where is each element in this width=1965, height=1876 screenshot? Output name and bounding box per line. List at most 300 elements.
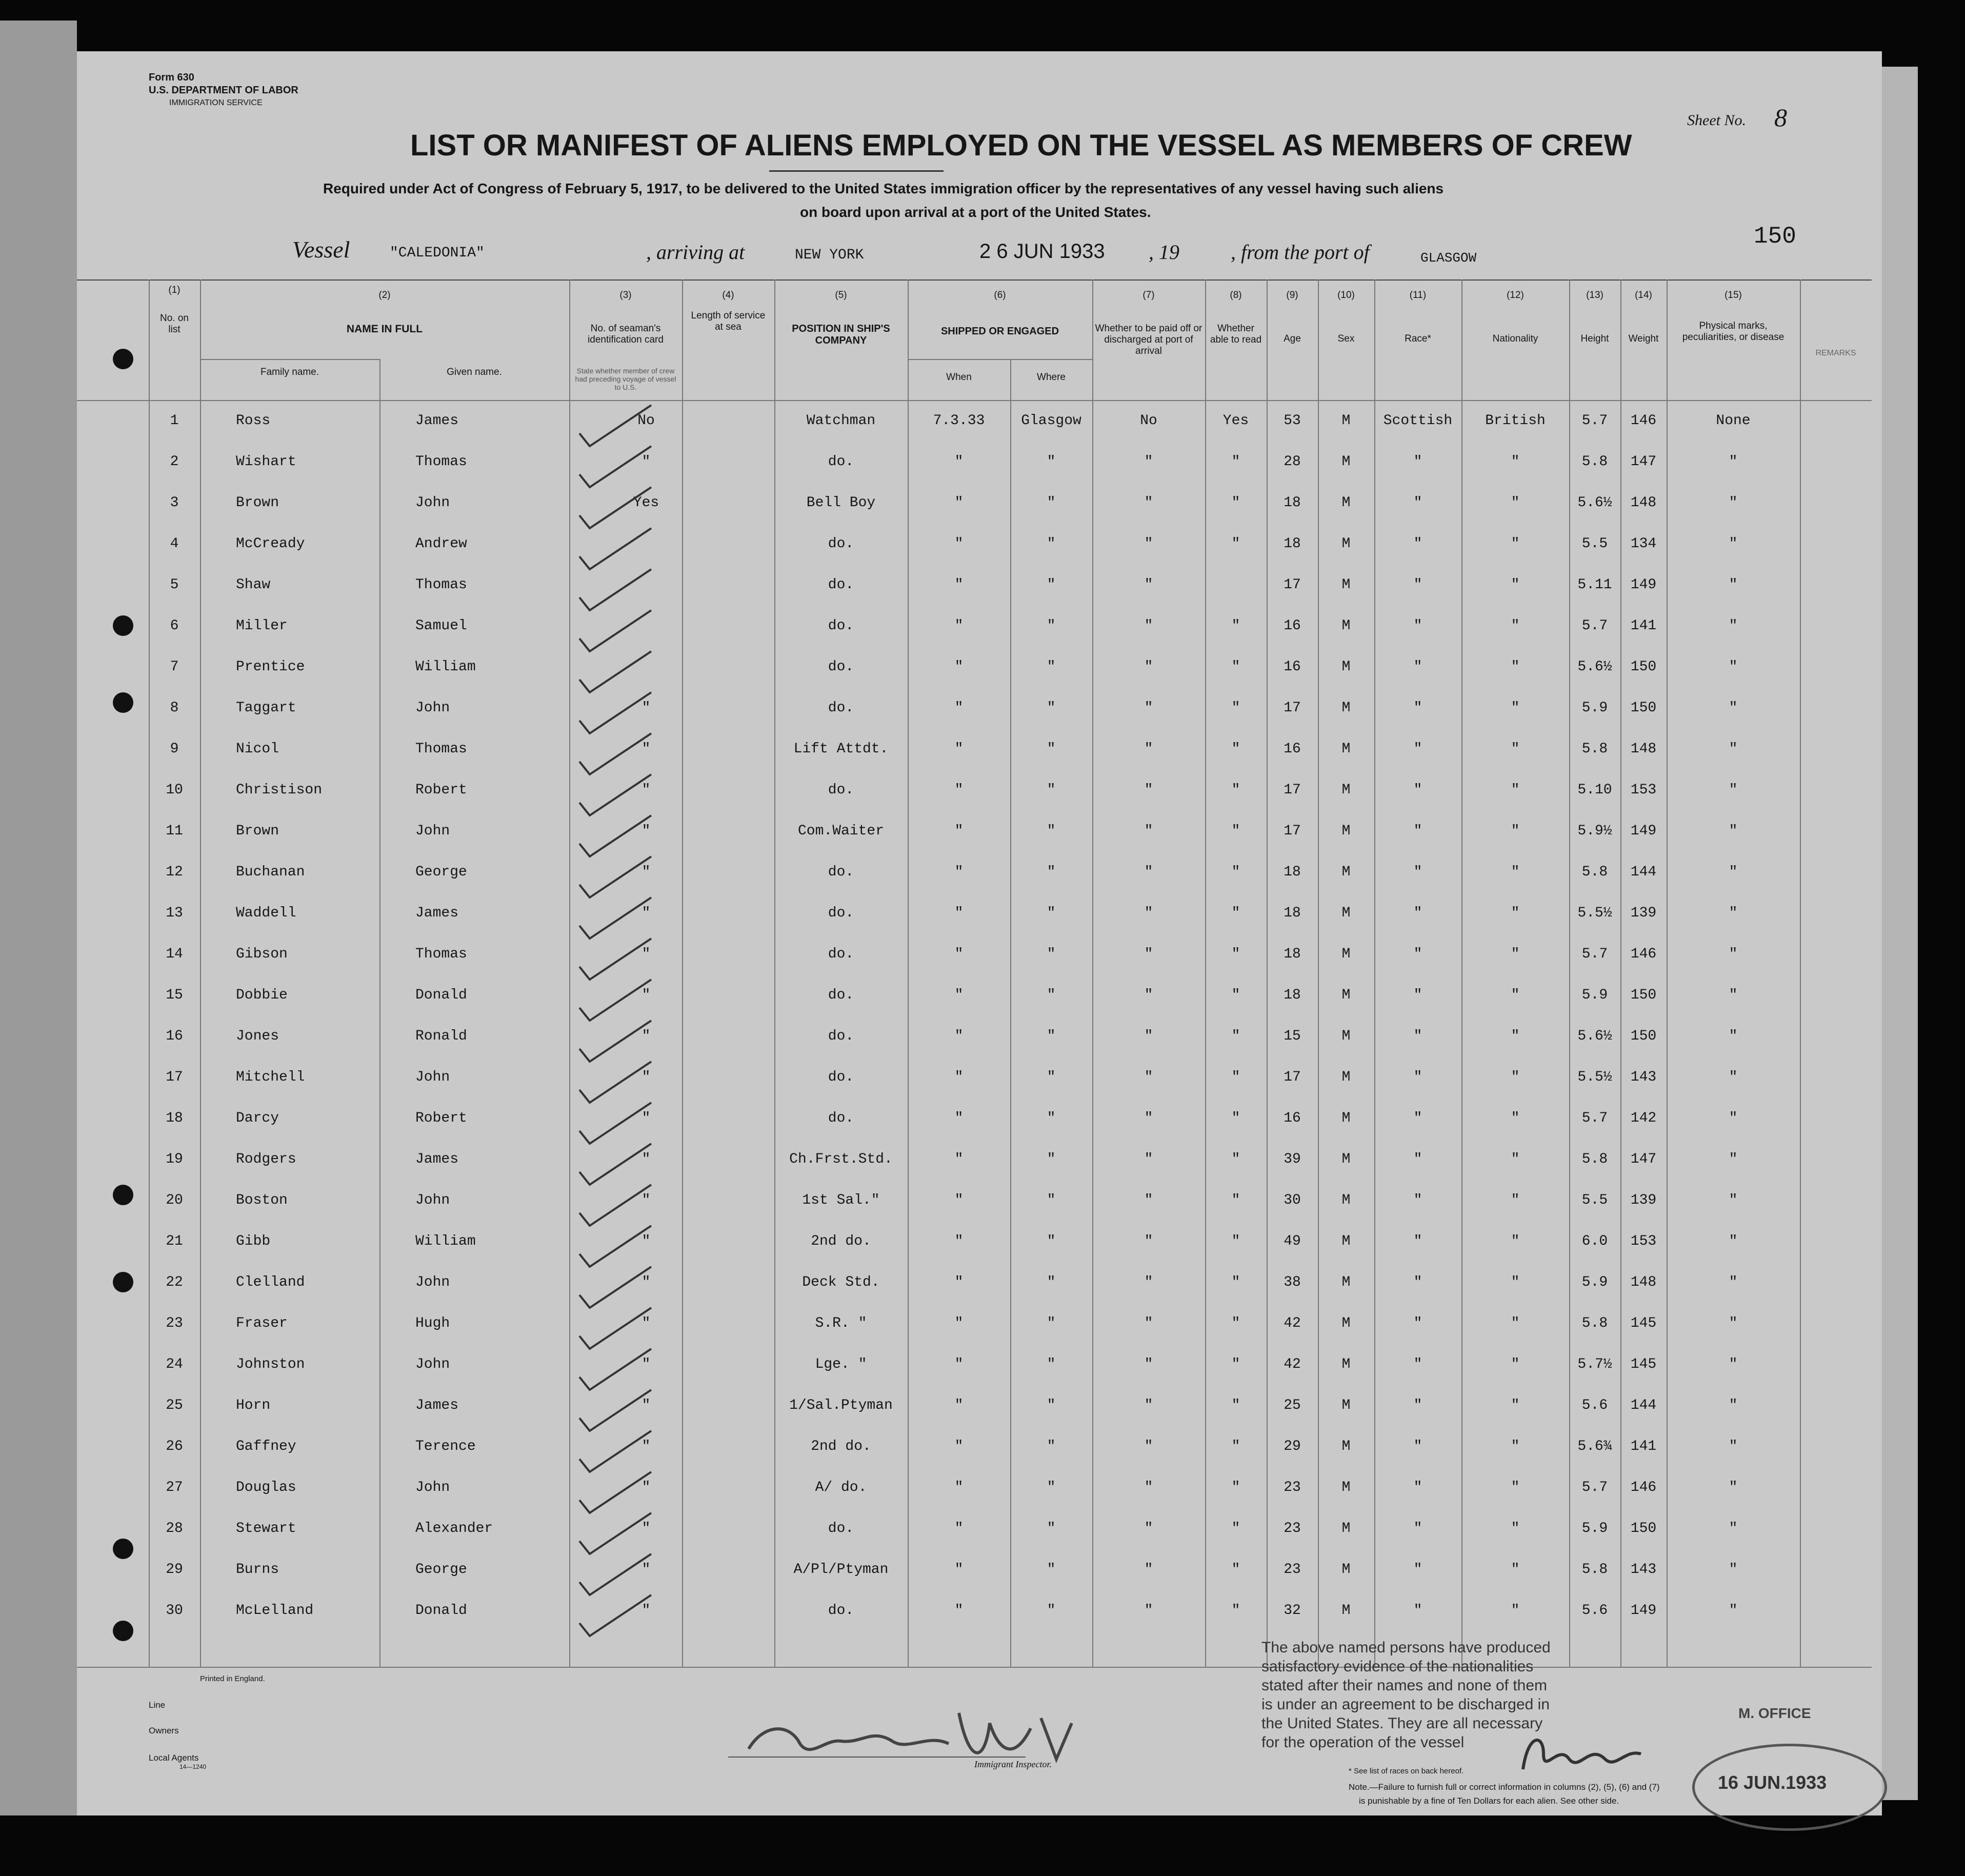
shipped-where-cell: "	[1047, 454, 1056, 470]
check-mark-icon	[574, 895, 672, 941]
shipped-when-cell: "	[954, 700, 964, 716]
sex-cell: M	[1341, 1480, 1351, 1495]
row-number-cell: 19	[166, 1151, 183, 1167]
shipped-where-cell: "	[1047, 1398, 1056, 1413]
able-to-read-cell: "	[1231, 946, 1240, 962]
given-name-cell: James	[415, 1398, 459, 1413]
check-mark-icon	[574, 649, 672, 695]
shipped-when-cell: "	[954, 577, 964, 593]
header-name-in-full: NAME IN FULL	[346, 323, 423, 335]
race-cell: "	[1413, 782, 1422, 798]
able-to-read-cell: "	[1231, 864, 1240, 880]
manifest-sheet	[77, 51, 1882, 1815]
position-cell: do.	[828, 454, 854, 470]
seaman-card-cell: "	[641, 1233, 651, 1249]
weight-cell: 143	[1630, 1562, 1657, 1578]
able-to-read-cell: "	[1231, 454, 1240, 470]
height-cell: 5.7	[1581, 946, 1608, 962]
shipped-when-cell: "	[954, 1398, 964, 1413]
shipped-when-cell: "	[954, 905, 964, 921]
physical-marks-cell: "	[1729, 618, 1738, 634]
height-cell: 5.8	[1581, 1315, 1608, 1331]
given-name-cell: Ronald	[415, 1028, 467, 1044]
weight-cell: 148	[1630, 741, 1657, 757]
physical-marks-cell: "	[1729, 1521, 1738, 1536]
seaman-card-cell: "	[641, 1315, 651, 1331]
age-cell: 17	[1284, 700, 1301, 716]
shipped-when-cell: "	[954, 1603, 964, 1619]
agents-label: Local Agents	[149, 1753, 199, 1763]
check-mark-icon	[574, 1059, 672, 1105]
shipped-where-cell: "	[1047, 864, 1056, 880]
seaman-card-cell: "	[641, 741, 651, 757]
shipped-when-cell: "	[954, 1069, 964, 1085]
col-number-1: (1)	[168, 285, 181, 295]
age-cell: 32	[1284, 1603, 1301, 1619]
family-name-cell: Taggart	[236, 700, 296, 716]
shipped-when-cell: "	[954, 864, 964, 880]
able-to-read-cell: "	[1231, 659, 1240, 675]
able-to-read-cell: "	[1231, 1028, 1240, 1044]
stamp-line-5: the United States. They are all necessary	[1261, 1715, 1543, 1732]
nationality-cell: "	[1511, 1315, 1520, 1331]
race-cell: "	[1413, 1562, 1422, 1578]
arrival-port: NEW YORK	[795, 247, 864, 263]
sex-cell: M	[1341, 1274, 1351, 1290]
header-race: Race*	[1405, 333, 1431, 344]
age-cell: 23	[1284, 1562, 1301, 1578]
age-cell: 42	[1284, 1356, 1301, 1372]
race-cell: "	[1413, 1603, 1422, 1619]
row-number-cell: 28	[166, 1521, 183, 1536]
physical-marks-cell: "	[1729, 1315, 1738, 1331]
row-number-cell: 8	[170, 700, 179, 716]
nationality-cell: "	[1511, 864, 1520, 880]
check-mark-icon	[574, 772, 672, 818]
weight-cell: 150	[1630, 700, 1657, 716]
shipped-when-cell: "	[954, 1233, 964, 1249]
row-number-cell: 30	[166, 1603, 183, 1619]
weight-cell: 145	[1630, 1356, 1657, 1372]
weight-cell: 150	[1630, 1028, 1657, 1044]
shipped-where-cell: "	[1047, 1315, 1056, 1331]
nationality-cell: "	[1511, 987, 1520, 1003]
nationality-cell: "	[1511, 700, 1520, 716]
department: U.S. DEPARTMENT OF LABOR	[149, 85, 298, 96]
check-mark-icon	[574, 1346, 672, 1392]
row-number-cell: 10	[166, 782, 183, 798]
nationality-cell: "	[1511, 1480, 1520, 1495]
position-cell: 1st Sal."	[802, 1192, 880, 1208]
table-row	[77, 1398, 1872, 1436]
age-cell: 18	[1284, 864, 1301, 880]
family-name-cell: Rodgers	[236, 1151, 296, 1167]
physical-marks-cell: "	[1729, 782, 1738, 798]
stamp-line-4: is under an agreement to be discharged in	[1261, 1696, 1550, 1713]
table-row	[77, 413, 1872, 452]
row-number-cell: 26	[166, 1439, 183, 1454]
stamp-line-1: The above named persons have produced	[1261, 1639, 1551, 1656]
paid-off-cell: "	[1144, 577, 1153, 593]
year-label: , 19	[1149, 241, 1179, 264]
position-cell: do.	[828, 618, 854, 634]
check-mark-icon	[574, 403, 672, 449]
weight-cell: 141	[1630, 1439, 1657, 1454]
header-sex: Sex	[1337, 333, 1355, 344]
seaman-card-cell: "	[641, 1110, 651, 1126]
able-to-read-cell: Yes	[1222, 413, 1249, 429]
sex-cell: M	[1341, 618, 1351, 634]
able-to-read-cell: "	[1231, 1315, 1240, 1331]
race-cell: "	[1413, 823, 1422, 839]
row-number-cell: 23	[166, 1315, 183, 1331]
age-cell: 18	[1284, 905, 1301, 921]
seaman-card-cell: "	[641, 1192, 651, 1208]
family-name-cell: Gibb	[236, 1233, 271, 1249]
shipped-when-cell: "	[954, 782, 964, 798]
col-number-2: (2)	[378, 290, 391, 301]
header-where: Where	[1037, 372, 1066, 383]
check-mark-icon	[574, 1428, 672, 1474]
age-cell: 18	[1284, 946, 1301, 962]
sheet-label: Sheet No.	[1687, 112, 1746, 129]
age-cell: 23	[1284, 1521, 1301, 1536]
race-cell: "	[1413, 1069, 1422, 1085]
paid-off-cell: "	[1144, 905, 1153, 921]
shipped-when-cell: "	[954, 1356, 964, 1372]
col-number-9: (9)	[1286, 290, 1298, 301]
shipped-where-cell: "	[1047, 946, 1056, 962]
shipped-when-cell: "	[954, 1274, 964, 1290]
col-number-4: (4)	[722, 290, 734, 301]
shipped-where-cell: "	[1047, 1480, 1056, 1495]
header-position: POSITION IN SHIP'S COMPANY	[792, 323, 890, 346]
height-cell: 5.5	[1581, 1192, 1608, 1208]
header-family-name: Family name.	[260, 367, 319, 377]
position-cell: do.	[828, 1069, 854, 1085]
position-cell: do.	[828, 782, 854, 798]
paid-off-cell: "	[1144, 782, 1153, 798]
crew-table	[77, 413, 1872, 1664]
position-cell: do.	[828, 946, 854, 962]
age-cell: 17	[1284, 823, 1301, 839]
shipped-when-cell: "	[954, 1151, 964, 1167]
check-mark-icon	[574, 526, 672, 572]
height-cell: 5.7	[1581, 618, 1608, 634]
sex-cell: M	[1341, 741, 1351, 757]
height-cell: 5.7½	[1577, 1356, 1612, 1372]
table-row	[77, 1480, 1872, 1519]
weight-cell: 143	[1630, 1069, 1657, 1085]
weight-cell: 153	[1630, 782, 1657, 798]
position-cell: A/ do.	[815, 1480, 867, 1495]
height-cell: 5.9	[1581, 1521, 1608, 1536]
nationality-cell: "	[1511, 1233, 1520, 1249]
table-row	[77, 700, 1872, 739]
physical-marks-cell: "	[1729, 700, 1738, 716]
height-cell: 6.0	[1581, 1233, 1608, 1249]
position-cell: 2nd do.	[811, 1233, 871, 1249]
position-cell: do.	[828, 536, 854, 552]
family-name-cell: Mitchell	[236, 1069, 305, 1085]
shipped-when-cell: "	[954, 618, 964, 634]
row-number-cell: 21	[166, 1233, 183, 1249]
given-name-cell: John	[415, 1480, 450, 1495]
weight-cell: 144	[1630, 864, 1657, 880]
family-name-cell: Jones	[236, 1028, 279, 1044]
sex-cell: M	[1341, 1439, 1351, 1454]
physical-marks-cell: "	[1729, 1069, 1738, 1085]
given-name-cell: James	[415, 413, 459, 429]
header-able-read: Whether able to read	[1210, 323, 1262, 345]
shipped-when-cell: "	[954, 1480, 964, 1495]
nationality-cell: "	[1511, 454, 1520, 470]
sex-cell: M	[1341, 946, 1351, 962]
nationality-cell: "	[1511, 1439, 1520, 1454]
check-mark-icon	[574, 1551, 672, 1598]
shipped-when-cell: "	[954, 454, 964, 470]
height-cell: 5.6½	[1577, 1028, 1612, 1044]
form-code: 14—1240	[179, 1763, 207, 1770]
age-cell: 29	[1284, 1439, 1301, 1454]
seaman-card-cell: "	[641, 1562, 651, 1578]
height-cell: 5.5½	[1577, 905, 1612, 921]
table-row	[77, 1069, 1872, 1108]
right-edge-strip	[1882, 67, 1918, 1800]
col-number-14: (14)	[1635, 290, 1652, 301]
sex-cell: M	[1341, 1069, 1351, 1085]
weight-cell: 150	[1630, 987, 1657, 1003]
given-name-cell: Alexander	[415, 1521, 493, 1536]
table-row	[77, 1110, 1872, 1149]
row-number-cell: 2	[170, 454, 179, 470]
position-cell: do.	[828, 659, 854, 675]
paid-off-cell: "	[1144, 454, 1153, 470]
shipped-where-cell: "	[1047, 1439, 1056, 1454]
paid-off-cell: "	[1144, 823, 1153, 839]
family-name-cell: Douglas	[236, 1480, 296, 1495]
table-row	[77, 987, 1872, 1026]
family-name-cell: Buchanan	[236, 864, 305, 880]
shipped-where-cell: "	[1047, 1562, 1056, 1578]
able-to-read-cell: "	[1231, 1603, 1240, 1619]
given-name-cell: John	[415, 1356, 450, 1372]
height-cell: 5.8	[1581, 741, 1608, 757]
shipped-when-cell: "	[954, 1028, 964, 1044]
shipped-when-cell: "	[954, 1439, 964, 1454]
age-cell: 17	[1284, 577, 1301, 593]
height-cell: 5.7	[1581, 1110, 1608, 1126]
given-name-cell: George	[415, 1562, 467, 1578]
shipped-where-cell: "	[1047, 1192, 1056, 1208]
left-edge-strip	[0, 21, 77, 1815]
table-row	[77, 1356, 1872, 1395]
header-shipped: SHIPPED OR ENGAGED	[940, 326, 1059, 337]
sex-cell: M	[1341, 1603, 1351, 1619]
physical-marks-cell: "	[1729, 1151, 1738, 1167]
subtitle-line-2: on board upon arrival at a port of the United States.	[800, 204, 1151, 220]
sex-cell: M	[1341, 905, 1351, 921]
table-row	[77, 905, 1872, 944]
check-mark-icon	[574, 1141, 672, 1187]
paid-off-cell: "	[1144, 1069, 1153, 1085]
family-name-cell: Waddell	[236, 905, 296, 921]
table-row	[77, 1192, 1872, 1231]
shipped-where-cell: "	[1047, 1603, 1056, 1619]
nationality-cell: "	[1511, 1192, 1520, 1208]
row-number-cell: 29	[166, 1562, 183, 1578]
physical-marks-cell: "	[1729, 454, 1738, 470]
sex-cell: M	[1341, 577, 1351, 593]
position-cell: do.	[828, 905, 854, 921]
age-cell: 18	[1284, 495, 1301, 511]
shipped-when-cell: "	[954, 495, 964, 511]
col-number-7: (7)	[1142, 290, 1155, 301]
header-physical: Physical marks, peculiarities, or disease	[1682, 321, 1784, 343]
check-mark-icon	[574, 1018, 672, 1064]
col-number-13: (13)	[1586, 290, 1603, 301]
given-name-cell: John	[415, 1192, 450, 1208]
header-seaman-card: No. of seaman's identification card	[588, 323, 664, 345]
able-to-read-cell: "	[1231, 1480, 1240, 1495]
header-weight: Weight	[1628, 333, 1659, 344]
physical-marks-cell: "	[1729, 1192, 1738, 1208]
family-name-cell: Miller	[236, 618, 288, 634]
weight-cell: 146	[1630, 1480, 1657, 1495]
position-cell: Lge. "	[815, 1356, 867, 1372]
office-stamp-date: 16 JUN.1933	[1718, 1772, 1827, 1793]
family-name-cell: McLelland	[236, 1603, 314, 1619]
able-to-read-cell: "	[1231, 1110, 1240, 1126]
height-cell: 5.7	[1581, 1480, 1608, 1495]
check-mark-icon	[574, 1100, 672, 1146]
physical-marks-cell: "	[1729, 1562, 1738, 1578]
check-mark-icon	[574, 1264, 672, 1310]
race-cell: "	[1413, 495, 1422, 511]
paid-off-cell: "	[1144, 1521, 1153, 1536]
arriving-label: , arriving at	[646, 241, 745, 264]
able-to-read-cell: "	[1231, 1562, 1240, 1578]
row-number-cell: 20	[166, 1192, 183, 1208]
nationality-cell: "	[1511, 536, 1520, 552]
weight-cell: 150	[1630, 659, 1657, 675]
height-cell: 5.9	[1581, 700, 1608, 716]
height-cell: 5.6½	[1577, 659, 1612, 675]
physical-marks-cell: "	[1729, 1480, 1738, 1495]
age-cell: 16	[1284, 1110, 1301, 1126]
table-row	[77, 495, 1872, 534]
race-cell: "	[1413, 1110, 1422, 1126]
table-row	[77, 618, 1872, 657]
header-no-on-list: No. on list	[160, 313, 189, 335]
sex-cell: M	[1341, 454, 1351, 470]
able-to-read-cell: "	[1231, 618, 1240, 634]
race-cell: "	[1413, 1151, 1422, 1167]
race-cell: "	[1413, 1274, 1422, 1290]
nationality-cell: "	[1511, 1562, 1520, 1578]
able-to-read-cell: "	[1231, 823, 1240, 839]
printed-in: Printed in England.	[200, 1674, 265, 1683]
position-cell: A/Pl/Ptyman	[793, 1562, 889, 1578]
race-cell: "	[1413, 905, 1422, 921]
race-cell: "	[1413, 1480, 1422, 1495]
physical-marks-cell: "	[1729, 946, 1738, 962]
age-cell: 15	[1284, 1028, 1301, 1044]
race-cell: "	[1413, 987, 1422, 1003]
race-cell: "	[1413, 1233, 1422, 1249]
nationality-cell: "	[1511, 823, 1520, 839]
table-row	[77, 741, 1872, 780]
race-cell: "	[1413, 946, 1422, 962]
vessel-label: Vessel	[292, 236, 350, 263]
seaman-card-cell: "	[641, 1439, 651, 1454]
check-mark-icon	[574, 936, 672, 982]
paid-off-cell: "	[1144, 659, 1153, 675]
age-cell: 16	[1284, 741, 1301, 757]
check-mark-icon	[574, 485, 672, 531]
paid-off-cell: "	[1144, 1439, 1153, 1454]
race-cell: "	[1413, 700, 1422, 716]
race-cell: Scottish	[1383, 413, 1453, 429]
age-cell: 28	[1284, 454, 1301, 470]
position-cell: Ch.Frst.Std.	[789, 1151, 893, 1167]
position-cell: do.	[828, 577, 854, 593]
inspector-line	[728, 1757, 1026, 1758]
sex-cell: M	[1341, 1521, 1351, 1536]
age-cell: 16	[1284, 618, 1301, 634]
physical-marks-cell: "	[1729, 1028, 1738, 1044]
given-name-cell: John	[415, 1274, 450, 1290]
row-number-cell: 13	[166, 905, 183, 921]
page-number: 150	[1754, 223, 1796, 250]
position-cell: do.	[828, 864, 854, 880]
sex-cell: M	[1341, 1028, 1351, 1044]
physical-marks-cell: "	[1729, 495, 1738, 511]
paid-off-cell: "	[1144, 1151, 1153, 1167]
paid-off-cell: "	[1144, 946, 1153, 962]
able-to-read-cell: "	[1231, 1274, 1240, 1290]
nationality-cell: "	[1511, 659, 1520, 675]
physical-marks-cell: "	[1729, 905, 1738, 921]
table-row	[77, 577, 1872, 616]
seaman-card-cell: "	[641, 823, 651, 839]
height-cell: 5.8	[1581, 1151, 1608, 1167]
given-name-cell: George	[415, 864, 467, 880]
age-cell: 39	[1284, 1151, 1301, 1167]
position-cell: S.R. "	[815, 1315, 867, 1331]
position-cell: do.	[828, 1110, 854, 1126]
sex-cell: M	[1341, 413, 1351, 429]
weight-cell: 153	[1630, 1233, 1657, 1249]
weight-cell: 146	[1630, 946, 1657, 962]
from-port-label: , from the port of	[1231, 241, 1370, 264]
shipped-when-cell: "	[954, 1521, 964, 1536]
seaman-card-cell: "	[641, 1398, 651, 1413]
paid-off-cell: "	[1144, 1233, 1153, 1249]
sex-cell: M	[1341, 1356, 1351, 1372]
given-name-cell: William	[415, 659, 476, 675]
service: IMMIGRATION SERVICE	[169, 98, 263, 107]
shipped-where-cell: "	[1047, 659, 1056, 675]
owners-label: Owners	[149, 1726, 179, 1735]
family-name-cell: Horn	[236, 1398, 271, 1413]
race-cell: "	[1413, 454, 1422, 470]
check-mark-icon	[574, 608, 672, 654]
age-cell: 30	[1284, 1192, 1301, 1208]
able-to-read-cell: "	[1231, 1192, 1240, 1208]
race-cell: "	[1413, 1439, 1422, 1454]
arrival-date-stamp: 2 6 JUN 1933	[979, 240, 1105, 263]
